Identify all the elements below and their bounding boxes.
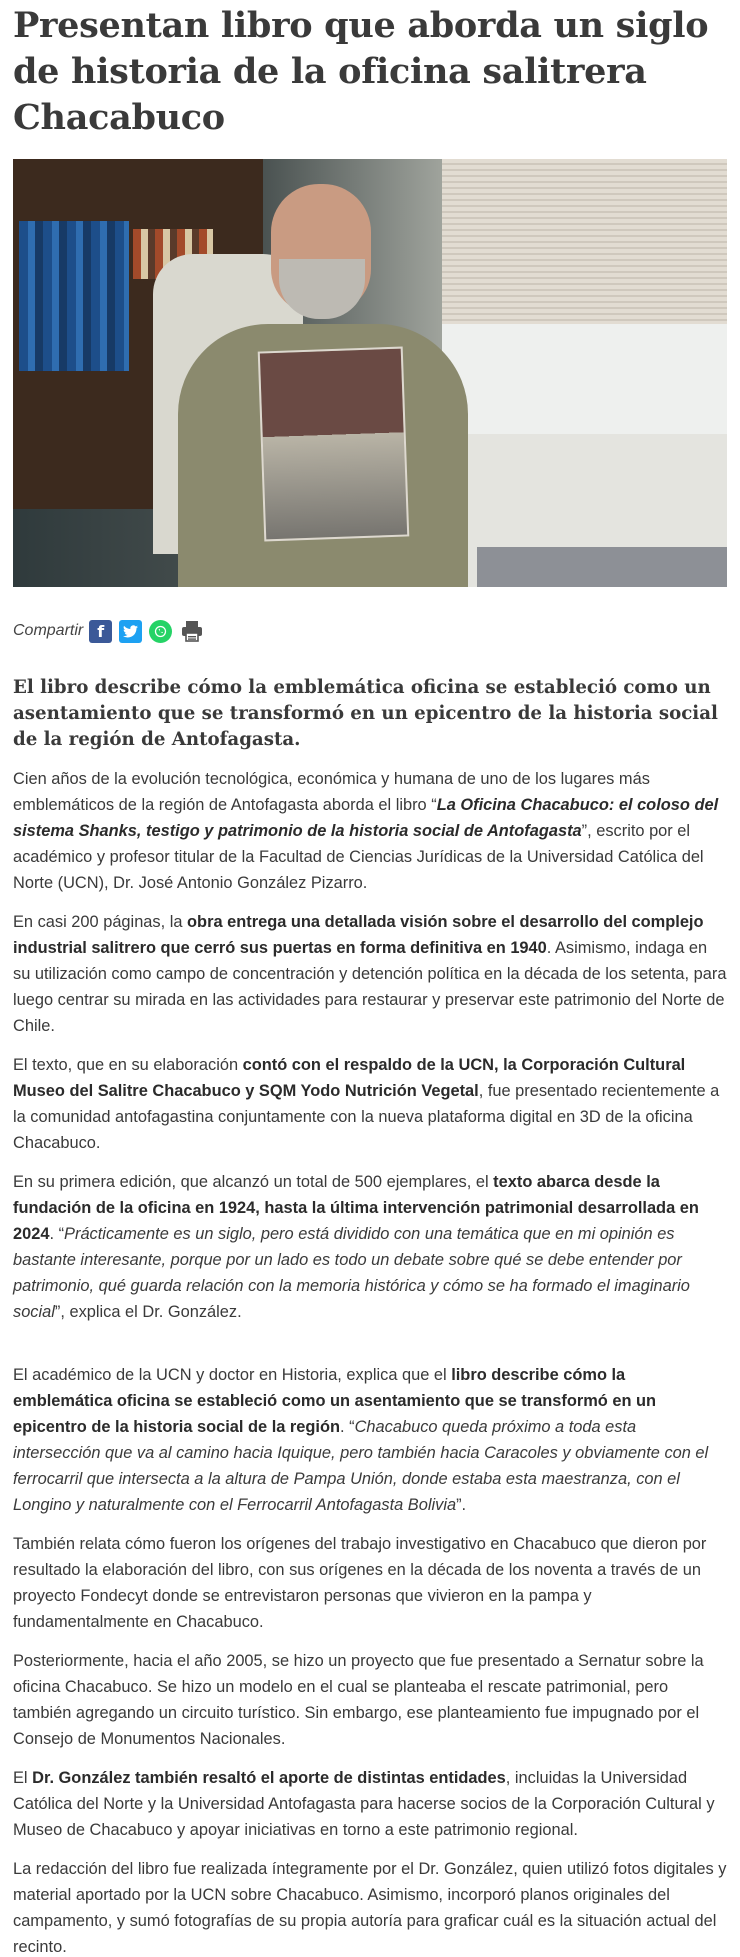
whatsapp-icon[interactable] (149, 620, 172, 643)
facebook-icon[interactable]: f (89, 620, 112, 643)
desk-shape (477, 547, 727, 587)
paragraph-1: Cien años de la evolución tecnológica, económica y humana de uno de los lugares más emblemáticos de la región de Antofagasta aborda el libro “La Oficina Chacabuco: el coloso del sistema Shanks, testigo y patrimonio de la historia social de Antofagasta”, escrito por el académico y profesor titular de la Facultad de Ciencias Jurídicas de la Universidad Católica del Norte (UCN), Dr. José Antonio González Pizarro. (13, 770, 719, 892)
print-icon[interactable] (179, 620, 205, 643)
hero-photo (13, 159, 727, 587)
paragraph-9: La redacción del libro fue realizada íntegramente por el Dr. González, quien utilizó fotos digitales y material aportado por la UCN sobre Chacabuco. Asimismo, incorporó planos originales del campamento, y sumó fotografías de su propia autoría para graficar cuál es la situación actual del recinto. (13, 1860, 727, 1956)
book-cover-shape (258, 347, 410, 542)
article-title: Presentan libro que aborda un siglo de historia de la oficina salitrera Chacabuco (13, 5, 709, 138)
paragraph-4: En su primera edición, que alcanzó un total de 500 ejemplares, el texto abarca desde la fundación de la oficina en 1924, hasta la última intervención patrimonial desarrollada en 2024. “Prácticamente es un siglo, pero está dividido con una temática que en mi opinión es bastante interesante, porque por un lado es todo un debate sobre qué se debe entender por patrimonio, qué guarda relación con la memoria histórica y cómo se ha formado el imaginario social”, explica el Dr. González. (13, 1173, 699, 1321)
share-label: Compartir (13, 622, 84, 639)
share-bar (13, 616, 727, 646)
books-shape (19, 221, 129, 371)
article-lead: El libro describe cómo la emblemática oficina se estableció como un asentamiento que se transformó en un epicentro de la historia social de la región de Antofagasta. (13, 677, 718, 750)
paragraph-5: El académico de la UCN y doctor en Historia, explica que el libro describe cómo la emblemática oficina se estableció como un asentamiento que se transformó en un epicentro de la historia social de la región. “Chacabuco queda próximo a toda esta intersección que va al camino hacia Iquique, pero también hacia Caracoles y obviamente con el ferrocarril que intersecta a la altura de Pampa Unión, donde estaba esta maestranza, con el Longino y naturalmente con el Ferrocarril Antofagasta Bolivia”. (13, 1366, 709, 1514)
paragraph-2: En casi 200 páginas, la obra entrega una detallada visión sobre el desarrollo del complejo industrial salitrero que cerró sus puertas en forma definitiva en 1940. Asimismo, indaga en su utilización como campo de concentración y detención política en la década de los setenta, para luego centrar su mirada en las actividades para restaurar y preservar este patrimonio del Norte de Chile. (13, 913, 727, 1035)
paragraph-3: El texto, que en su elaboración contó con el respaldo de la UCN, la Corporación Cultural Museo del Salitre Chacabuco y SQM Yodo Nutrición Vegetal, fue presentado recientemente a la comunidad antofagastina conjuntamente con la nueva plataforma digital en 3D de la oficina Chacabuco. (13, 1056, 720, 1152)
paragraph-8: El Dr. González también resaltó el aporte de distintas entidades, incluidas la Universidad Católica del Norte y la Universidad Antofagasta para hacerse socios de la Corporación Cultural y Museo de Chacabuco y apoyar iniciativas en torno a este patrimonio regional. (13, 1769, 715, 1839)
window-shape (442, 324, 727, 434)
twitter-icon[interactable] (119, 620, 142, 643)
paragraph-6: También relata cómo fueron los orígenes del trabajo investigativo en Chacabuco que dieron por resultado la elaboración del libro, con sus orígenes en la década de los noventa a través de un proyecto Fondecyt donde se entrevistaron personas que vivieron en la pampa y fundamentalmente en Chacabuco. (13, 1535, 707, 1631)
window-blinds-shape (442, 159, 727, 324)
paragraph-7: Posteriormente, hacia el año 2005, se hizo un proyecto que fue presentado a Sernatur sobre la oficina Chacabuco. Se hizo un modelo en el cual se planteaba el rescate patrimonial, pero también agregando un circuito turístico. Sin embargo, ese planteamiento fue impugnado por el Consejo de Monumentos Nacionales. (13, 1652, 704, 1748)
